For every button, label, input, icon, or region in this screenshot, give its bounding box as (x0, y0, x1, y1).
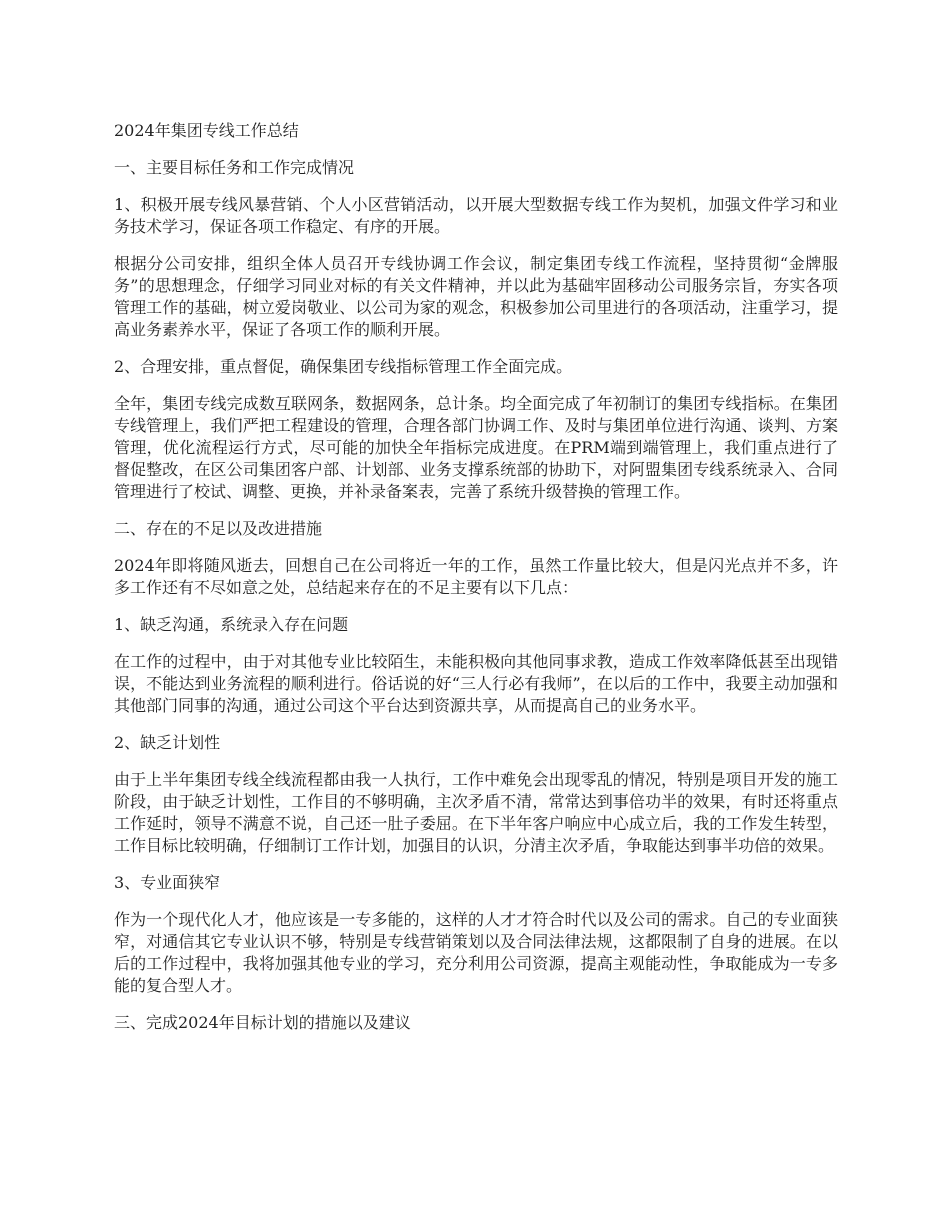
subsection-heading-2-3: 3、专业面狭窄 (114, 873, 221, 892)
body-paragraph: 由于上半年集团专线全线流程都由我一人执行，工作中难免会出现零乱的情况，特别是项目开发的施工阶段，由于缺乏计划性，工作目的不够明确，主次矛盾不清，常常达到事倍功半的效果，有时还将重点工作延时，领导不满意不说，自己还一肚子委屈。在下半年客户响应中心成立后，我的工作发生转型，工作目标比较明确，仔细制订工作计划，加强目的认识，分清主次矛盾，争取能达到事半功倍的效果。 (114, 770, 838, 855)
document-body (114, 120, 838, 1049)
body-paragraph: 根据分公司安排，组织全体人员召开专线协调工作会议，制定集团专线工作流程，坚持贯彻“金牌服务”的思想理念，仔细学习同业对标的有关文件精神，并以此为基础牢固移动公司服务宗旨，夯实各项管理工作的基础，树立爱岗敬业、以公司为家的观念，积极参加公司里进行的各项活动，注重学习，提高业务素养水平，保证了各项工作的顺利开展。 (114, 254, 838, 339)
document-title: 2024年集团专线工作总结 (114, 121, 299, 140)
body-paragraph: 在工作的过程中，由于对其他专业比较陌生，未能积极向其他同事求教，造成工作效率降低甚至出现错误，不能达到业务流程的顺利进行。俗话说的好“三人行必有我师”，在以后的工作中，我要主动加强和其他部门同事的沟通，通过公司这个平台达到资源共享，从而提高自己的业务水平。 (114, 652, 838, 715)
section-heading-1: 一、主要目标任务和工作完成情况 (114, 158, 355, 177)
body-paragraph: 全年，集团专线完成数互联网条，数据网条，总计条。均全面完成了年初制订的集团专线指标。在集团专线管理上，我们严把工程建设的管理，合理各部门协调工作、及时与集团单位进行沟通、谈判、方案管理，优化流程运行方式，尽可能的加快全年指标完成进度。在PRM端到端管理上，我们重点进行了督促整改，在区公司集团客户部、计划部、业务支撑系统部的协助下，对阿盟集团专线系统录入、合同管理进行了校试、调整、更换，并补录备案表，完善了系统升级替换的管理工作。 (114, 394, 838, 501)
subsection-heading-1-1: 1、积极开展专线风暴营销、个人小区营销活动，以开展大型数据专线工作为契机，加强文件学习和业务技术学习，保证各项工作稳定、有序的开展。 (114, 195, 838, 236)
subsection-heading-1-2: 2、合理安排，重点督促，确保集团专线指标管理工作全面完成。 (114, 357, 573, 376)
section-heading-3: 三、完成2024年目标计划的措施以及建议 (114, 1013, 411, 1032)
subsection-heading-2-2: 2、缺乏计划性 (114, 733, 221, 752)
section-heading-2: 二、存在的不足以及改进措施 (114, 519, 323, 538)
body-paragraph: 2024年即将随风逝去，回想自己在公司将近一年的工作，虽然工作量比较大，但是闪光点并不多，许多工作还有不尽如意之处，总结起来存在的不足主要有以下几点： (114, 556, 838, 597)
subsection-heading-2-1: 1、缺乏沟通，系统录入存在问题 (114, 615, 349, 634)
body-paragraph: 作为一个现代化人才，他应该是一专多能的，这样的人才才符合时代以及公司的需求。自己的专业面狭窄，对通信其它专业认识不够，特别是专线营销策划以及合同法律法规，这都限制了自身的进展。在以后的工作过程中，我将加强其他专业的学习，充分利用公司资源，提高主观能动性，争取能成为一专多能的复合型人才。 (114, 910, 838, 995)
